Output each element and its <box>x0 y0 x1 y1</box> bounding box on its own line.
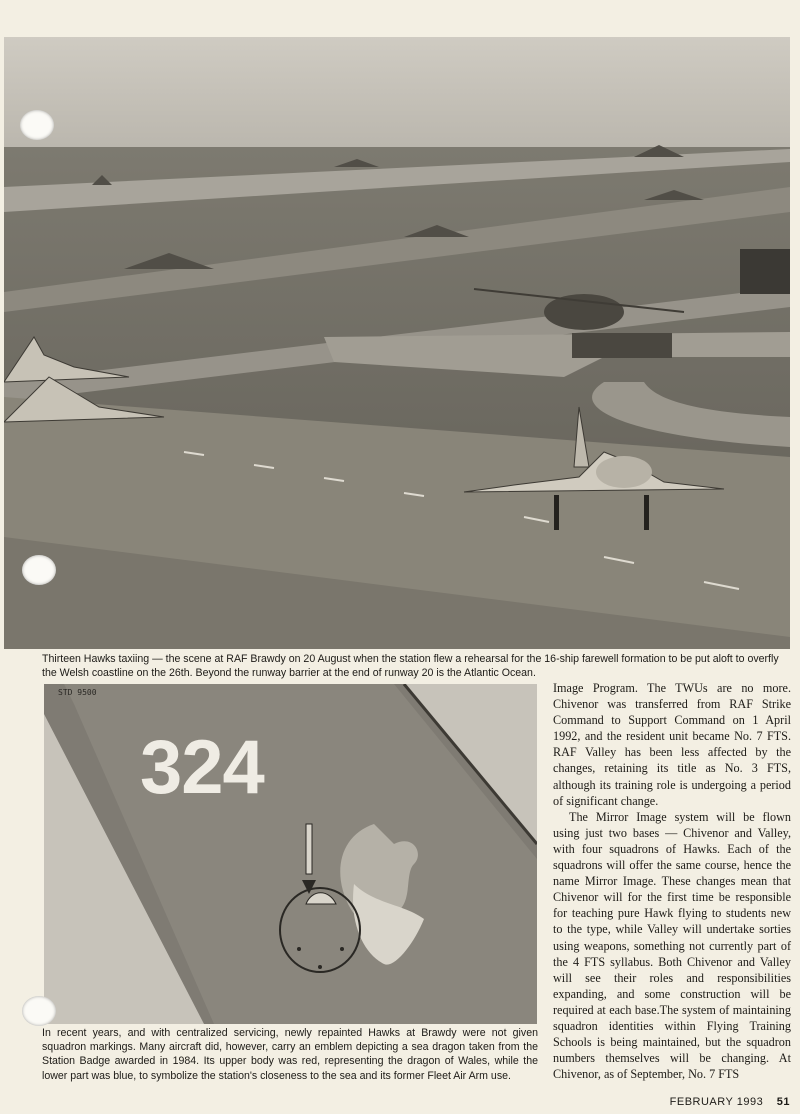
tail-number: 324 <box>140 725 264 810</box>
airfield-photo <box>4 37 790 649</box>
page-footer <box>670 1096 790 1108</box>
top-photo-caption: Thirteen Hawks taxiing — the scene at RAF Brawdy on 20 August when the station flew a rehearsal for the 16-ship farewell formation to be put aloft to overfly the Welsh coastline on the 26th. Beyond the runway barrier at the end of runway 20 is the Atlantic Ocean. <box>42 653 779 679</box>
punch-hole-bottom <box>22 996 56 1026</box>
tail-photo-caption: In recent years, and with centralized servicing, newly repainted Hawks at Brawdy were not given squadron markings. Many aircraft did, however, carry an emblem depicting a sea dragon taken from the Station Badge awarded in 1984. Its upper body was red, representing the dragon of Wales, while the lower part was blue, to symbolize the station's closeness to the sea and its former Fleet Air Arm use. <box>42 1027 538 1082</box>
punch-hole-middle <box>22 555 56 585</box>
tail-stencil-text: STD 9500 <box>58 688 97 697</box>
article-paragraph: The Mirror Image system will be flown using just two bases — Chivenor and Valley, with four squadrons of Hawks. Each of the squadrons will offer the same course, hence the name Mirror Image. These changes mean that Chivenor will for the first time be responsible for teaching pure Hawk flying to students new to the type, while Valley will undertake sorties using weapons, something not currently part of the 4 FTS syllabus. Both Chivenor and Valley will see their roles and responsibilities expanding, and some construction will be required at each base.The system of maintaining squadron identities within Flying Training Schools is being maintained, but the squadron numbers themselves will be changing. At Chivenor, as of September, No. 7 FTS <box>553 809 791 1082</box>
page-number: 51 <box>776 1096 790 1108</box>
tail-fin-photo <box>44 684 537 1024</box>
punch-hole-top <box>20 110 54 140</box>
issue-date: FEBRUARY 1993 <box>669 1096 764 1108</box>
article-column <box>553 680 791 1082</box>
article-paragraph: Image Program. The TWUs are no more. Chivenor was transferred from RAF Strike Command to Support Command on 1 April 1992, and the resident unit became No. 7 FTS. RAF Valley has been less affected by the changes, retaining its title as No. 3 FTS, although its training role is undergoing a period of significant change. <box>553 681 791 808</box>
